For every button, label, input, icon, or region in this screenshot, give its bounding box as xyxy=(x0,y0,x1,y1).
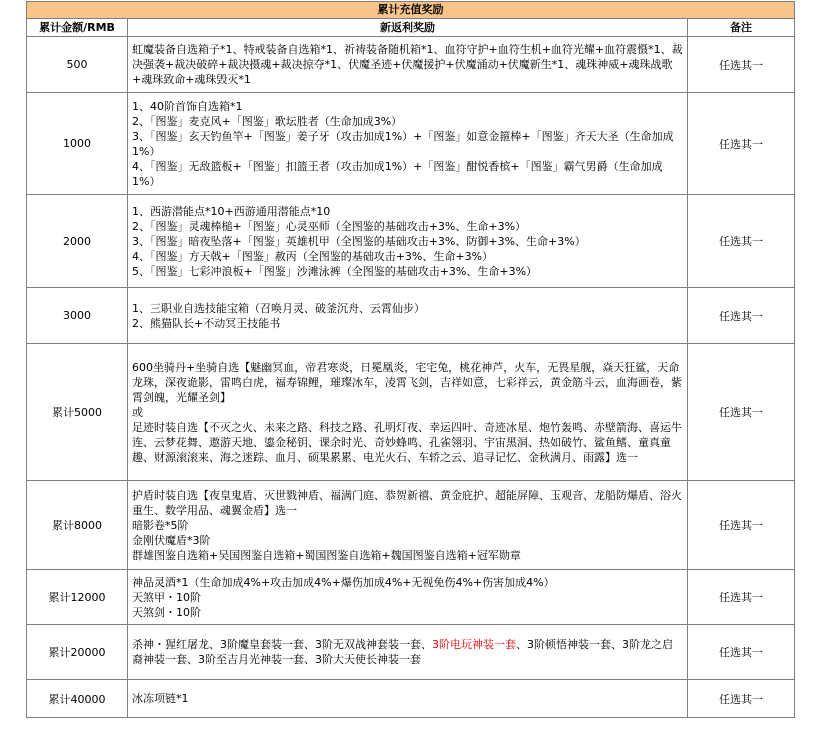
reward-line: 虹魔装备自选箱子*1、特戒装备自选箱*1、祈祷装备随机箱*1、血符守护+血符生机+血符光耀+血符震慑*1、裁决强袭+裁决破碎+裁决摄魂+裁决掠夺*1、伏魔圣迹+伏魔援护+伏魔涌动+伏魔新生*1、魂珠神威+魂珠战歌+魂珠致命+魂珠毁灭*1 xyxy=(132,43,683,86)
note-cell: 任选其一 xyxy=(688,680,795,718)
reward-line: 2、「图鉴」灵魂棒槌+「图鉴」心灵巫师（全图鉴的基础攻击+3%、生命+3%） xyxy=(132,219,527,233)
table-row xyxy=(27,195,795,288)
reward-line xyxy=(132,637,683,667)
amount-cell: 累计12000 xyxy=(27,570,128,625)
reward-table xyxy=(26,1,795,718)
note-cell: 任选其一 xyxy=(688,288,795,344)
table-row xyxy=(27,481,795,570)
reward-line: 4、「图鉴」方天戟+「图鉴」赦丙（全图鉴的基础攻击+3%、生命+3%） xyxy=(132,249,494,263)
reward-line: 暗影卷*5阶 xyxy=(132,518,189,532)
table-row xyxy=(27,93,795,195)
reward-text: 杀神・猩红屠龙、3阶魔皇套装一套、3阶无双战神套装一套、 xyxy=(132,638,432,651)
amount-cell: 累计20000 xyxy=(27,625,128,680)
reward-line: 4、「图鉴」无敌篮板+「图鉴」扣篮王者（攻击加成1%）+「图鉴」酣悦香槟+「图鉴」霸气男爵（生命加成1%） xyxy=(132,159,663,188)
reward-line: 足迹时装自选【不灭之火、未来之路、科技之路、孔明灯夜、幸运四叶、奇迹冰星、炮竹轰鸣、赤壁箭海、喜运牛连、云梦花舞、遨游天地、鎏金秘钥、课余时光、奇妙蜂鸣、孔雀翎羽、宇宙黑洞、热如破竹、鲨鱼鳍、童真童趣、财源滚滚来、海之迷踪、血月、硕果累累、电光火石、车轿之云、追寻记忆、金秋满月、雨露】选一 xyxy=(132,420,682,464)
reward-line: 冰冻项链*1 xyxy=(132,692,189,705)
reward-line: 群雄图鉴自选箱+吴国图鉴自选箱+蜀国图鉴自选箱+魏国图鉴自选箱+冠军勋章 xyxy=(132,548,521,562)
reward-cell xyxy=(128,481,688,570)
table-row xyxy=(27,570,795,625)
reward-line: 或 xyxy=(132,405,143,419)
reward-cell xyxy=(128,680,688,718)
amount-cell: 3000 xyxy=(27,288,128,344)
amount-cell: 累计40000 xyxy=(27,680,128,718)
reward-line: 天煞甲・10阶 xyxy=(132,590,201,604)
reward-line: 1、40阶首饰自选箱*1 xyxy=(132,99,243,113)
reward-line: 5、「图鉴」七彩冲浪板+「图鉴」沙滩泳裤（全图鉴的基础攻击+3%、生命+3%） xyxy=(132,264,538,278)
reward-cell xyxy=(128,93,688,195)
amount-cell: 2000 xyxy=(27,195,128,288)
header-amount: 累计金额/RMB xyxy=(27,19,128,37)
reward-line: 金刚伏魔盾*3阶 xyxy=(132,533,211,547)
note-cell: 任选其一 xyxy=(688,195,795,288)
reward-cell xyxy=(128,625,688,680)
reward-cell xyxy=(128,37,688,93)
reward-line: 2、熊猫队长+不动冥王技能书 xyxy=(132,316,281,330)
table-row xyxy=(27,37,795,93)
reward-line: 600坐骑丹+坐骑自选【魅幽冥血，帝君寒炎，日冕凰炎，宅宅兔，桃花神芦，火车，无畏星舰，焱天狂鲨，天命龙珠，深夜诡影，雷鸣白虎，福寿锦鲤，璀璨冰车，凌霄飞剑，吉祥如意，七彩祥云，黄金筋斗云，血海画卷，紫霄剑魄，光耀圣剑】 xyxy=(132,360,682,404)
reward-cell xyxy=(128,195,688,288)
table-title: 累计充值奖励 xyxy=(27,2,795,19)
reward-line: 3、「图鉴」暗夜坠落+「图鉴」英雄机甲（全图鉴的基础攻击+3%、防御+3%、生命+3%） xyxy=(132,234,586,248)
table-row xyxy=(27,680,795,718)
reward-cell xyxy=(128,344,688,481)
table-row xyxy=(27,288,795,344)
reward-line: 1、西游潜能点*10+西游通用潜能点*10 xyxy=(132,204,331,218)
reward-text: 、3阶顿悟神装一套、3阶龙之启裔神装一套、3阶至吉月光神装一套、3阶大天使长神装一套 xyxy=(132,638,673,666)
reward-line: 3、「图鉴」玄天钓鱼竿+「图鉴」姜子牙（攻击加成1%）+「图鉴」如意金箍棒+「图鉴」齐天大圣（生命加成1%） xyxy=(132,129,674,158)
table-row xyxy=(27,625,795,680)
note-cell: 任选其一 xyxy=(688,570,795,625)
note-cell: 任选其一 xyxy=(688,481,795,570)
reward-cell xyxy=(128,570,688,625)
note-cell: 任选其一 xyxy=(688,625,795,680)
reward-cell xyxy=(128,288,688,344)
reward-line: 2、「图鉴」麦克风+「图鉴」歌坛胜者（生命加成3%） xyxy=(132,114,403,128)
reward-line: 护盾时装自选【夜皇鬼盾、灭世戮神盾、福满门庭、恭贺新禧、黄金庇护、超能屏障、玉观音、龙船防爆盾、浴火重生、数学用品、魂翼金盾】选一 xyxy=(132,488,682,517)
note-cell: 任选其一 xyxy=(688,344,795,481)
amount-cell: 累计8000 xyxy=(27,481,128,570)
note-cell: 任选其一 xyxy=(688,93,795,195)
reward-line: 1、三职业自选技能宝箱（召唤月灵、破釜沉舟、云霄仙步） xyxy=(132,301,425,315)
amount-cell: 累计5000 xyxy=(27,344,128,481)
amount-cell: 1000 xyxy=(27,93,128,195)
amount-cell: 500 xyxy=(27,37,128,93)
note-cell: 任选其一 xyxy=(688,37,795,93)
reward-line: 神品灵酒*1（生命加成4%+攻击加成4%+爆伤加成4%+无视免伤4%+伤害加成4%） xyxy=(132,575,555,589)
highlighted-reward-text: 3阶电玩神装一套 xyxy=(432,638,516,651)
header-reward: 新返利奖励 xyxy=(128,19,688,37)
table-row xyxy=(27,344,795,481)
header-note: 备注 xyxy=(688,19,795,37)
reward-line: 天煞剑・10阶 xyxy=(132,605,201,619)
